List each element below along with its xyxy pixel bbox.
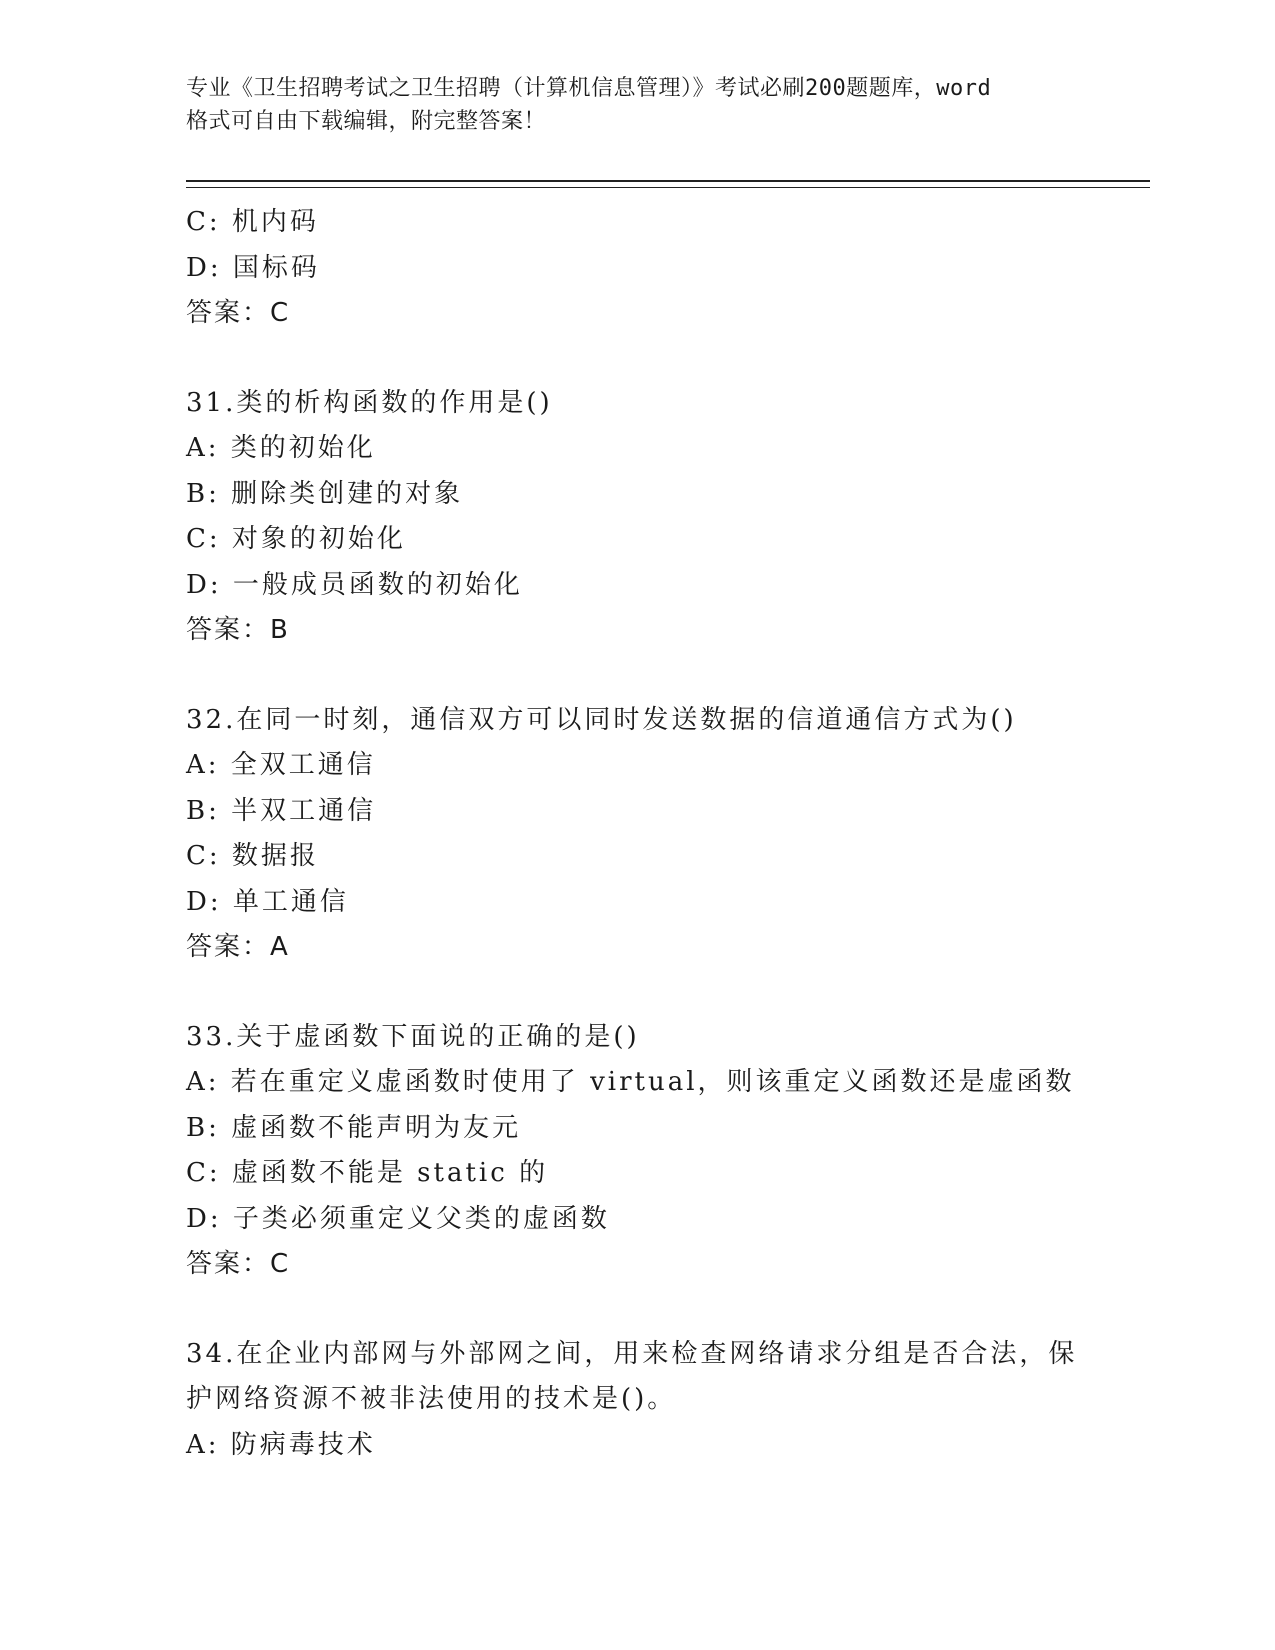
question-30-continuation xyxy=(186,200,1150,337)
option-a: A: 全双工通信 xyxy=(186,750,376,780)
answer-line: 答案：C xyxy=(186,1249,291,1279)
option-b: B: 半双工通信 xyxy=(186,795,377,826)
option-d: D: 国标码 xyxy=(186,252,320,283)
question-32 xyxy=(186,698,1150,971)
document-header xyxy=(186,72,1150,138)
option-c: C: 对象的初始化 xyxy=(186,524,406,554)
question-stem: 32.在同一时刻，通信双方可以同时发送数据的信道通信方式为() xyxy=(186,704,1017,735)
header-line-2: 格式可自由下载编辑，附完整答案！ xyxy=(186,109,547,134)
question-list xyxy=(186,200,1150,1468)
option-c: C: 数据报 xyxy=(186,841,319,871)
question-stem-line-1: 34.在企业内部网与外部网之间，用来检查网络请求分组是否合法，保 xyxy=(186,1338,1078,1369)
option-b: B: 删除类创建的对象 xyxy=(186,478,464,509)
answer-line: 答案：C xyxy=(186,298,291,328)
option-d: D: 子类必须重定义父类的虚函数 xyxy=(186,1203,610,1234)
option-d: D: 一般成员函数的初始化 xyxy=(186,569,523,600)
question-34 xyxy=(186,1332,1150,1469)
answer-line: 答案：B xyxy=(186,615,290,645)
document-page xyxy=(186,72,1150,1468)
question-stem: 31.类的析构函数的作用是() xyxy=(186,387,553,418)
option-a: A: 防病毒技术 xyxy=(186,1429,376,1460)
header-line-1: 专业《卫生招聘考试之卫生招聘（计算机信息管理）》考试必刷200题题库，word xyxy=(186,76,992,101)
option-a: A: 类的初始化 xyxy=(186,433,376,463)
option-b: B: 虚函数不能声明为友元 xyxy=(186,1112,522,1143)
option-c: C: 机内码 xyxy=(186,207,319,237)
option-c: C: 虚函数不能是 static 的 xyxy=(186,1158,549,1188)
question-stem: 33.关于虚函数下面说的正确的是() xyxy=(186,1021,640,1052)
answer-line: 答案：A xyxy=(186,932,290,962)
question-31 xyxy=(186,381,1150,654)
question-33 xyxy=(186,1015,1150,1288)
option-a: A: 若在重定义虚函数时使用了 virtual，则该重定义函数还是虚函数 xyxy=(186,1067,1075,1097)
option-d: D: 单工通信 xyxy=(186,886,349,917)
question-stem-line-2: 护网络资源不被非法使用的技术是()。 xyxy=(186,1384,677,1414)
header-divider xyxy=(186,180,1150,188)
